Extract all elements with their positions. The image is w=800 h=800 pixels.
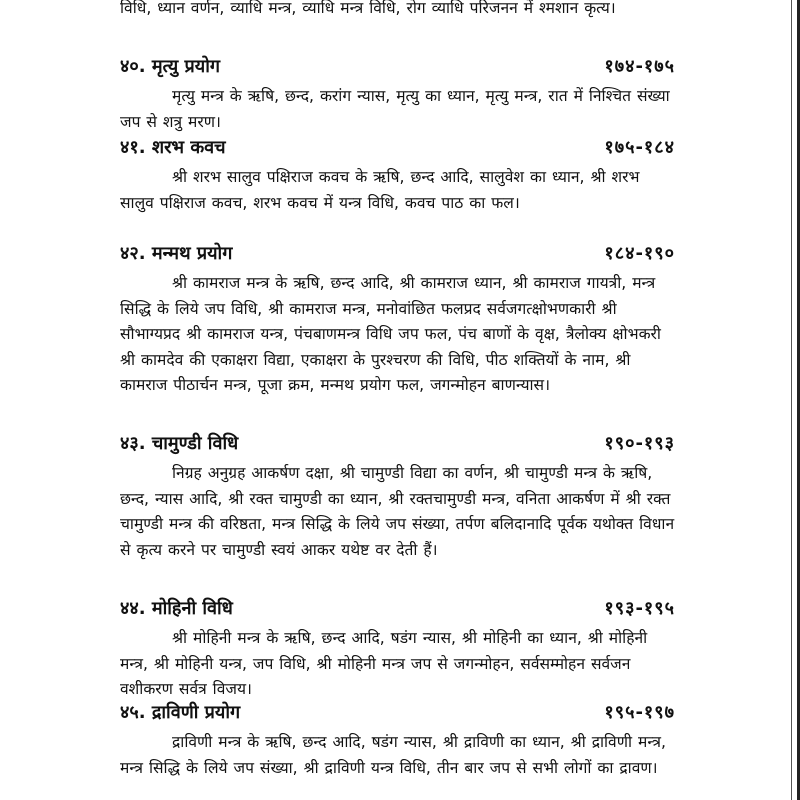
page-range: १७५-१८४	[604, 137, 675, 158]
page-range: १९५-१९७	[604, 702, 675, 723]
section-title: ४५. द्राविणी प्रयोग	[120, 702, 241, 723]
page-range: १८४-१९०	[604, 243, 675, 264]
section-heading	[120, 131, 675, 165]
section-45	[120, 696, 675, 781]
section-heading	[120, 696, 675, 730]
section-title: ४३. चामुण्डी विधि	[120, 433, 239, 454]
section-text: श्री मोहिनी मन्त्र के ऋषि, छन्द आदि, षडंग न्यास, श्री मोहिनी का ध्यान, श्री मोहिनी मन्त्र, श्री मोहिनी यन्त्र, जप विधि, श्री मोहिनी मन्त्र जप से जगन्मोहन, सर्वसम्मोहन सर्वजन वशीकरण सर्वत्र विजय।	[120, 629, 648, 698]
section-title: ४२. मन्मथ प्रयोग	[120, 243, 233, 264]
section-text: द्राविणी मन्त्र के ऋषि, छन्द आदि, षडंग न्यास, श्री द्राविणी का ध्यान, श्री द्राविणी मन्त्र, मन्त्र सिद्धि के लिये जप संख्या, श्री द्राविणी यन्त्र विधि, तीन बार जप से सभी लोगों का द्रावण।	[120, 733, 666, 777]
section-40	[120, 50, 675, 135]
section-43	[120, 427, 675, 563]
section-41	[120, 131, 675, 216]
section-text: निग्रह अनुग्रह आकर्षण दक्षा, श्री चामुण्डी विद्या का वर्णन, श्री चामुण्डी मन्त्र के ऋषि, छन्द, न्यास आदि, श्री रक्त चामुण्डी का ध्यान, श्री रक्तचामुण्डी मन्त्र, वनिता आकर्षण में श्री रक्त चामुण्डी मन्त्र की वरिष्ठता, मन्त्र सिद्धि के लिये जप संख्या, तर्पण बलिदानादि पूर्वक यथोक्त विधान से कृत्य करने पर चामुण्डी स्वयं आकर यथेष्ट वर देती हैं।	[120, 464, 675, 559]
section-text: श्री कामराज मन्त्र के ऋषि, छन्द आदि, श्री कामराज ध्यान, श्री कामराज गायत्री, मन्त्र सिद्धि के लिये जप विधि, श्री कामराज मन्त्र, मनोवांछित फलप्रद सर्वजगत्क्षोभणकारी श्री सौभाग्यप्रद श्री कामराज यन्त्र, पंचबाणमन्त्र विधि जप फल, पंच बाणों के वृक्ष, त्रैलोक्य क्षोभकरी श्री कामदेव की एकाक्षरा विद्या, एकाक्षरा के पुरश्चरण की विधि, पीठ शक्तियों के नाम, श्री कामराज पीठार्चन मन्त्र, पूजा क्रम, मन्मथ प्रयोग फल, जगन्मोहन बाणन्यास।	[120, 274, 661, 394]
intro-block	[120, 0, 675, 22]
section-title: ४१. शरभ कवच	[120, 137, 226, 158]
intro-text: विधि, ध्यान वर्णन, व्याधि मन्त्र, व्याधि मन्त्र विधि, रोग व्याधि परिजनन में श्मशान कृत्य।	[120, 0, 616, 17]
page-range: १९३-१९५	[604, 598, 675, 619]
section-heading	[120, 427, 675, 461]
section-heading	[120, 592, 675, 626]
section-title: ४४. मोहिनी विधि	[120, 598, 233, 619]
section-heading	[120, 50, 675, 84]
page-range: १७४-१७५	[604, 56, 675, 77]
section-text: मृत्यु मन्त्र के ऋषि, छन्द, करांग न्यास, मृत्यु का ध्यान, मृत्यु मन्त्र, रात में निश्चित संख्या जप से शत्रु मरण।	[120, 87, 670, 131]
page-range: १९०-१९३	[604, 433, 675, 454]
section-title: ४०. मृत्यु प्रयोग	[120, 56, 220, 77]
section-text: श्री शरभ सालुव पक्षिराज कवच के ऋषि, छन्द आदि, सालुवेश का ध्यान, श्री शरभ सालुव पक्षिराज कवच, शरभ कवच में यन्त्र विधि, कवच पाठ का फल।	[120, 168, 640, 212]
section-heading	[120, 237, 675, 271]
section-42	[120, 237, 675, 399]
section-44	[120, 592, 675, 703]
